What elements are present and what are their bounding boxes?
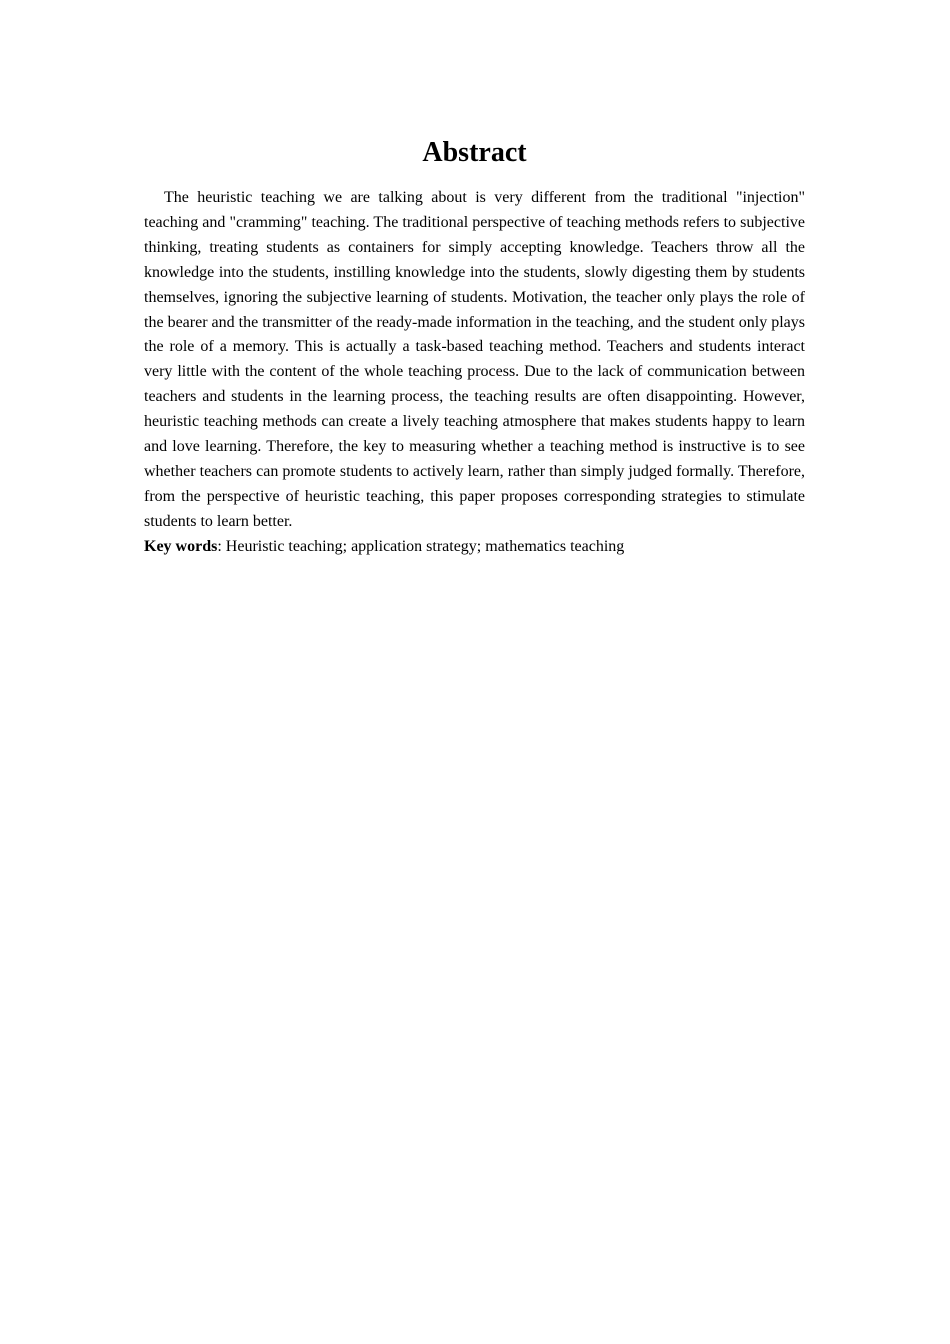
keywords-label: Key words [144, 537, 218, 555]
keywords-text: Heuristic teaching; application strategy; mathematics teaching [225, 537, 625, 555]
page-title: Abstract [422, 137, 527, 168]
keywords-line [144, 535, 805, 560]
abstract-section [144, 134, 805, 560]
keywords-separator: : [217, 537, 226, 555]
abstract-paragraph: The heuristic teaching we are talking about is very different from the traditional "injection" teaching and "cramming" teaching. The traditional perspective of teaching methods refers to subjective thinking, treating students as containers for simply accepting knowledge. Teachers throw all the knowledge into the students, instilling knowledge into the students, slowly digesting them by students themselves, ignoring the subjective learning of students. Motivation, the teacher only plays the role of the bearer and the transmitter of the ready-made information in the teaching, and the student only plays the role of a memory. This is actually a task-based teaching method. Teachers and students interact very little with the content of the whole teaching process. Due to the lack of communication between teachers and students in the learning process, the teaching results are often disappointing. However, heuristic teaching methods can create a lively teaching atmosphere that makes students happy to learn and love learning. Therefore, the key to measuring whether a teaching method is instructive is to see whether teachers can promote students to actively learn, rather than simply judged formally. Therefore, from the perspective of heuristic teaching, this paper proposes corresponding strategies to stimulate students to learn better. [144, 189, 805, 530]
